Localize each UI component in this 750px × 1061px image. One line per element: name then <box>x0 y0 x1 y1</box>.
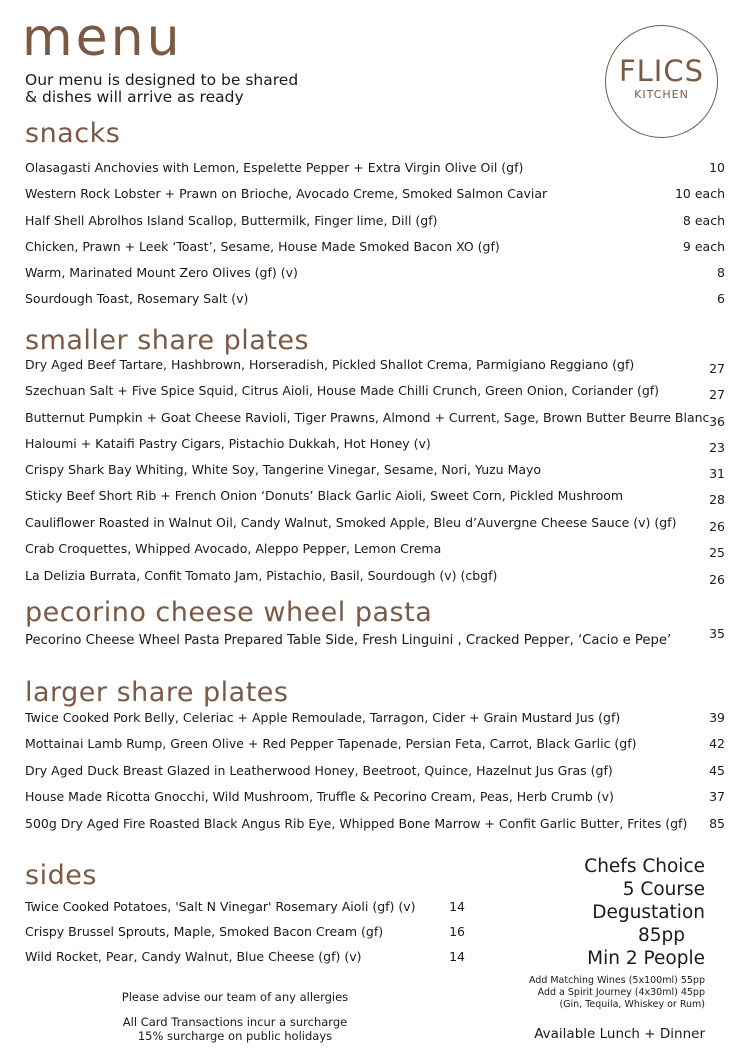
menu-item <box>25 513 725 533</box>
menu-item <box>25 408 725 428</box>
menu-item <box>25 626 725 651</box>
menu-item <box>25 922 465 942</box>
item-name: Butternut Pumpkin + Goat Cheese Ravioli, Tiger Prawns, Almond + Current, Sage, Brown Butter Beurre Blanc <box>25 410 710 425</box>
menu-item <box>25 263 725 283</box>
degustation-price: 85pp <box>637 925 685 946</box>
menu-intro <box>25 72 298 106</box>
item-name: Sticky Beef Short Rib + French Onion ‘Donuts’ Black Garlic Aioli, Sweet Corn, Pickled Mushroom <box>25 488 624 503</box>
item-price: 26 <box>709 572 725 587</box>
item-name: Pecorino Cheese Wheel Pasta Prepared Table Side, Fresh Linguini , Cracked Pepper, ‘Cacio e Pepe’ <box>25 633 672 648</box>
item-name: Crab Croquettes, Whipped Avocado, Aleppo Pepper, Lemon Crema <box>25 541 442 556</box>
item-price: 10 <box>709 160 725 175</box>
item-name: Haloumi + Kataifi Pastry Cigars, Pistachio Dukkah, Hot Honey (v) <box>25 436 431 451</box>
menu-item <box>25 947 465 967</box>
menu-item <box>25 539 725 559</box>
item-name: Western Rock Lobster + Prawn on Brioche, Avocado Creme, Smoked Salmon Caviar <box>25 186 548 201</box>
spirit-line: Add a Spirit Journey (4x30ml) 45pp <box>537 987 705 998</box>
item-name: Half Shell Abrolhos Island Scallop, Buttermilk, Finger lime, Dill (gf) <box>25 213 438 228</box>
item-price: 8 each <box>682 213 725 228</box>
item-price: 31 <box>709 466 725 481</box>
item-name: Chicken, Prawn + Leek ‘Toast’, Sesame, House Made Smoked Bacon XO (gf) <box>25 239 500 254</box>
menu-item <box>25 708 725 728</box>
menu-item <box>25 566 725 586</box>
menu-item <box>25 184 725 204</box>
menu-item <box>25 289 725 309</box>
item-name: 500g Dry Aged Fire Roasted Black Angus Rib Eye, Whipped Bone Marrow + Confit Garlic Butter, Frites (gf) <box>25 816 688 831</box>
menu-item <box>25 734 725 754</box>
menu-item <box>25 460 725 480</box>
item-price: 23 <box>709 440 725 455</box>
menu-title: menu <box>22 8 183 68</box>
degustation-line: Degustation <box>592 902 705 923</box>
item-name: Crispy Shark Bay Whiting, White Soy, Tangerine Vinegar, Sesame, Nori, Yuzu Mayo <box>25 462 542 477</box>
smaller-share-plates-title: smaller share plates <box>25 325 310 356</box>
item-price: 8 <box>717 265 725 280</box>
larger-share-plates-title: larger share plates <box>25 677 289 708</box>
item-name: La Delizia Burrata, Confit Tomato Jam, Pistachio, Basil, Sourdough (v) (cbgf) <box>25 568 498 583</box>
menu-item <box>25 381 725 401</box>
surcharge-line: 15% surcharge on public holidays <box>137 1029 333 1043</box>
snacks-title: snacks <box>25 118 121 149</box>
item-price: 85 <box>709 816 725 831</box>
item-price: 45 <box>709 763 725 778</box>
menu-item <box>25 787 725 807</box>
intro-line: Our menu is designed to be shared <box>25 71 299 89</box>
item-name: Olasagasti Anchovies with Lemon, Espelette Pepper + Extra Virgin Olive Oil (gf) <box>25 160 524 175</box>
item-price: 35 <box>709 626 725 641</box>
item-name: Wild Rocket, Pear, Candy Walnut, Blue Cheese (gf) (v) <box>25 949 362 964</box>
item-price: 26 <box>709 519 725 534</box>
item-price: 10 each <box>674 186 725 201</box>
matching-drinks <box>470 975 705 1011</box>
flics-kitchen-logo <box>605 25 718 138</box>
item-price: 42 <box>709 736 725 751</box>
item-price: 6 <box>717 291 725 306</box>
degustation-line: Chefs Choice <box>584 856 705 877</box>
menu-item <box>25 486 725 506</box>
item-price: 36 <box>709 414 725 429</box>
menu-item <box>25 211 725 231</box>
item-name: Crispy Brussel Sprouts, Maple, Smoked Bacon Cream (gf) <box>25 924 384 939</box>
item-name: Mottainai Lamb Rump, Green Olive + Red Pepper Tapenade, Persian Feta, Carrot, Black Garlic (gf) <box>25 736 637 751</box>
allergy-note: Please advise our team of any allergies <box>121 990 349 1004</box>
item-price: 27 <box>709 361 725 376</box>
intro-line: & dishes will arrive as ready <box>25 88 244 106</box>
degustation-line: Min 2 People <box>587 948 705 969</box>
menu-item <box>25 897 465 917</box>
degustation-offer <box>500 855 705 970</box>
item-price: 9 each <box>682 239 725 254</box>
item-price: 25 <box>709 545 725 560</box>
degustation-line: 5 Course <box>622 879 705 900</box>
item-price: 37 <box>709 789 725 804</box>
surcharge-line: All Card Transactions incur a surcharge <box>122 1015 348 1029</box>
menu-item <box>25 355 725 375</box>
spirit-options: (Gin, Tequila, Whiskey or Rum) <box>559 999 705 1010</box>
item-name: Twice Cooked Pork Belly, Celeriac + Apple Remoulade, Tarragon, Cider + Grain Mustard Jus (gf) <box>25 710 621 725</box>
surcharge-note <box>80 1015 390 1043</box>
sides-title: sides <box>25 860 97 891</box>
item-price: 28 <box>709 492 725 507</box>
item-price: 14 <box>449 899 465 914</box>
logo-name: FLICS <box>618 54 705 88</box>
item-price: 16 <box>449 924 465 939</box>
item-name: Cauliflower Roasted in Walnut Oil, Candy Walnut, Smoked Apple, Bleu d’Auvergne Cheese Sauce (v) (gf) <box>25 515 677 530</box>
item-name: Dry Aged Duck Breast Glazed in Leatherwood Honey, Beetroot, Quince, Hazelnut Jus Gras (gf) <box>25 763 613 778</box>
menu-item <box>25 814 725 834</box>
item-name: Warm, Marinated Mount Zero Olives (gf) (v) <box>25 265 298 280</box>
item-name: Sourdough Toast, Rosemary Salt (v) <box>25 291 249 306</box>
item-price: 14 <box>449 949 465 964</box>
item-name: House Made Ricotta Gnocchi, Wild Mushroom, Truffle & Pecorino Cream, Peas, Herb Crumb (v) <box>25 789 614 804</box>
menu-item <box>25 434 725 454</box>
item-price: 39 <box>709 710 725 725</box>
pecorino-pasta-title: pecorino cheese wheel pasta <box>25 597 433 628</box>
menu-item <box>25 237 725 257</box>
item-name: Szechuan Salt + Five Spice Squid, Citrus Aioli, House Made Chilli Crunch, Green Onion, Coriander (gf) <box>25 383 660 398</box>
logo-sub: KITCHEN <box>634 88 689 101</box>
menu-item <box>25 158 725 178</box>
wine-line: Add Matching Wines (5x100ml) 55pp <box>528 975 705 986</box>
item-name: Dry Aged Beef Tartare, Hashbrown, Horseradish, Pickled Shallot Crema, Parmigiano Reggiano (gf) <box>25 357 635 372</box>
availability-note: Available Lunch + Dinner <box>534 1026 705 1042</box>
item-price: 27 <box>709 387 725 402</box>
item-name: Twice Cooked Potatoes, 'Salt N Vinegar' Rosemary Aioli (gf) (v) <box>25 899 416 914</box>
menu-item <box>25 761 725 781</box>
